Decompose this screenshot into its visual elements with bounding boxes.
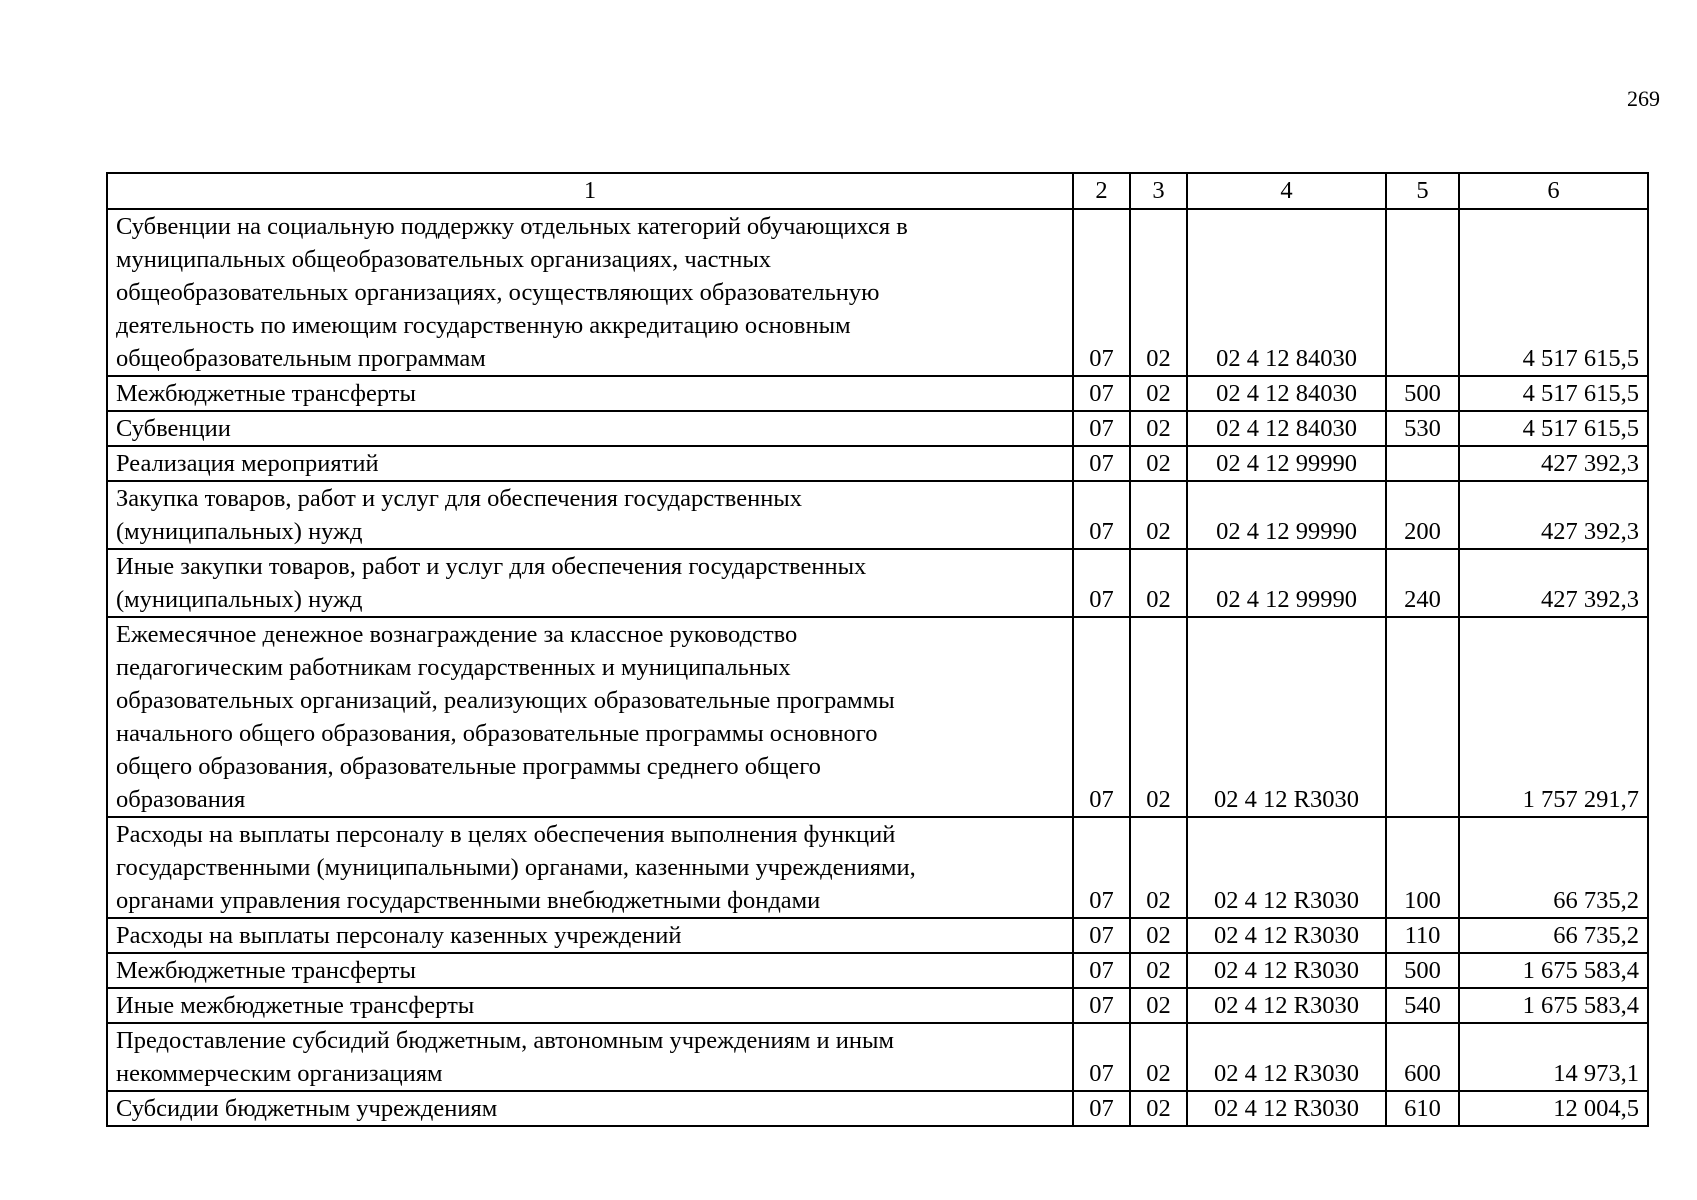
section-code: 07 xyxy=(1073,1091,1130,1126)
row-description xyxy=(107,209,1073,376)
description-line: (муниципальных) нужд xyxy=(116,586,363,613)
description-line: Субсидии бюджетным учреждениям xyxy=(116,1095,498,1122)
description-line: Субвенции на социальную поддержку отдельных категорий обучающихся в xyxy=(116,213,908,240)
column-header-subsection: 3 xyxy=(1130,173,1187,209)
table-row xyxy=(107,1023,1648,1091)
target-article-code: 02 4 12 R3030 xyxy=(1187,1023,1386,1091)
amount-value: 427 392,3 xyxy=(1459,446,1648,481)
section-code: 07 xyxy=(1073,817,1130,918)
amount-value: 4 517 615,5 xyxy=(1459,376,1648,411)
row-description xyxy=(107,617,1073,817)
target-article-code: 02 4 12 R3030 xyxy=(1187,988,1386,1023)
description-line: органами управления государственными внебюджетными фондами xyxy=(116,887,821,914)
amount-value: 4 517 615,5 xyxy=(1459,411,1648,446)
column-header-description: 1 xyxy=(107,173,1073,209)
expense-type-code: 500 xyxy=(1386,376,1459,411)
row-description xyxy=(107,549,1073,617)
row-description xyxy=(107,1091,1073,1126)
target-article-code: 02 4 12 99990 xyxy=(1187,446,1386,481)
table-row xyxy=(107,411,1648,446)
table-row xyxy=(107,481,1648,549)
expense-type-code xyxy=(1386,446,1459,481)
section-code: 07 xyxy=(1073,617,1130,817)
column-header-amount: 6 xyxy=(1459,173,1648,209)
description-line: Иные закупки товаров, работ и услуг для обеспечения государственных xyxy=(116,553,867,580)
amount-value: 1 675 583,4 xyxy=(1459,988,1648,1023)
amount-value: 1 675 583,4 xyxy=(1459,953,1648,988)
description-line: Ежемесячное денежное вознаграждение за классное руководство xyxy=(116,621,798,648)
table-row xyxy=(107,953,1648,988)
description-line: государственными (муниципальными) органами, казенными учреждениями, xyxy=(116,854,916,881)
table-row xyxy=(107,549,1648,617)
section-code: 07 xyxy=(1073,446,1130,481)
subsection-code: 02 xyxy=(1130,481,1187,549)
subsection-code: 02 xyxy=(1130,918,1187,953)
section-code: 07 xyxy=(1073,376,1130,411)
description-line: некоммерческим организациям xyxy=(116,1060,443,1087)
expense-type-code: 200 xyxy=(1386,481,1459,549)
target-article-code: 02 4 12 84030 xyxy=(1187,376,1386,411)
amount-value: 12 004,5 xyxy=(1459,1091,1648,1126)
description-line: Предоставление субсидий бюджетным, автономным учреждениям и иным xyxy=(116,1027,894,1054)
description-line: начального общего образования, образовательные программы основного xyxy=(116,720,878,747)
table-row xyxy=(107,988,1648,1023)
section-code: 07 xyxy=(1073,549,1130,617)
table-row xyxy=(107,1091,1648,1126)
row-description xyxy=(107,446,1073,481)
amount-value: 427 392,3 xyxy=(1459,481,1648,549)
section-code: 07 xyxy=(1073,918,1130,953)
description-line: Субвенции xyxy=(116,415,231,442)
page-number: 269 xyxy=(1627,86,1660,111)
description-line: образовательных организаций, реализующих образовательные программы xyxy=(116,687,895,714)
amount-value: 427 392,3 xyxy=(1459,549,1648,617)
amount-value: 66 735,2 xyxy=(1459,817,1648,918)
target-article-code: 02 4 12 R3030 xyxy=(1187,617,1386,817)
table-header-row xyxy=(107,173,1648,209)
description-line: деятельность по имеющим государственную аккредитацию основным xyxy=(116,312,851,339)
budget-table xyxy=(106,172,1649,1127)
table-row xyxy=(107,817,1648,918)
description-line: общеобразовательных организациях, осуществляющих образовательную xyxy=(116,279,880,306)
amount-value: 1 757 291,7 xyxy=(1459,617,1648,817)
table-row xyxy=(107,446,1648,481)
description-line: Закупка товаров, работ и услуг для обеспечения государственных xyxy=(116,485,803,512)
target-article-code: 02 4 12 R3030 xyxy=(1187,1091,1386,1126)
description-line: Расходы на выплаты персоналу казенных учреждений xyxy=(116,922,682,949)
target-article-code: 02 4 12 R3030 xyxy=(1187,817,1386,918)
expense-type-code xyxy=(1386,617,1459,817)
description-line: общеобразовательным программам xyxy=(116,345,486,372)
table-row xyxy=(107,617,1648,817)
target-article-code: 02 4 12 84030 xyxy=(1187,411,1386,446)
table-row xyxy=(107,376,1648,411)
description-line: общего образования, образовательные программы среднего общего xyxy=(116,753,821,780)
row-description xyxy=(107,481,1073,549)
expense-type-code: 110 xyxy=(1386,918,1459,953)
expense-type-code: 540 xyxy=(1386,988,1459,1023)
row-description xyxy=(107,988,1073,1023)
section-code: 07 xyxy=(1073,953,1130,988)
subsection-code: 02 xyxy=(1130,411,1187,446)
target-article-code: 02 4 12 99990 xyxy=(1187,549,1386,617)
subsection-code: 02 xyxy=(1130,1091,1187,1126)
column-header-section: 2 xyxy=(1073,173,1130,209)
description-line: Расходы на выплаты персоналу в целях обеспечения выполнения функций xyxy=(116,821,896,848)
subsection-code: 02 xyxy=(1130,988,1187,1023)
description-line: Иные межбюджетные трансферты xyxy=(116,992,475,1019)
column-header-target-article: 4 xyxy=(1187,173,1386,209)
target-article-code: 02 4 12 R3030 xyxy=(1187,918,1386,953)
section-code: 07 xyxy=(1073,209,1130,376)
target-article-code: 02 4 12 99990 xyxy=(1187,481,1386,549)
subsection-code: 02 xyxy=(1130,817,1187,918)
table-row xyxy=(107,918,1648,953)
subsection-code: 02 xyxy=(1130,1023,1187,1091)
column-header-expense-type: 5 xyxy=(1386,173,1459,209)
expense-type-code: 240 xyxy=(1386,549,1459,617)
subsection-code: 02 xyxy=(1130,446,1187,481)
subsection-code: 02 xyxy=(1130,209,1187,376)
subsection-code: 02 xyxy=(1130,617,1187,817)
target-article-code: 02 4 12 R3030 xyxy=(1187,953,1386,988)
row-description xyxy=(107,953,1073,988)
expense-type-code: 600 xyxy=(1386,1023,1459,1091)
subsection-code: 02 xyxy=(1130,376,1187,411)
section-code: 07 xyxy=(1073,988,1130,1023)
amount-value: 14 973,1 xyxy=(1459,1023,1648,1091)
expense-type-code: 100 xyxy=(1386,817,1459,918)
expense-type-code: 500 xyxy=(1386,953,1459,988)
amount-value: 66 735,2 xyxy=(1459,918,1648,953)
description-line: (муниципальных) нужд xyxy=(116,518,363,545)
target-article-code: 02 4 12 84030 xyxy=(1187,209,1386,376)
row-description xyxy=(107,817,1073,918)
row-description xyxy=(107,918,1073,953)
row-description xyxy=(107,376,1073,411)
row-description xyxy=(107,1023,1073,1091)
description-line: образования xyxy=(116,786,246,813)
table-row xyxy=(107,209,1648,376)
section-code: 07 xyxy=(1073,481,1130,549)
expense-type-code: 530 xyxy=(1386,411,1459,446)
expense-type-code: 610 xyxy=(1386,1091,1459,1126)
row-description xyxy=(107,411,1073,446)
subsection-code: 02 xyxy=(1130,953,1187,988)
description-line: Межбюджетные трансферты xyxy=(116,957,416,984)
section-code: 07 xyxy=(1073,1023,1130,1091)
amount-value: 4 517 615,5 xyxy=(1459,209,1648,376)
subsection-code: 02 xyxy=(1130,549,1187,617)
description-line: педагогическим работникам государственных и муниципальных xyxy=(116,654,791,681)
description-line: Межбюджетные трансферты xyxy=(116,380,416,407)
expense-type-code xyxy=(1386,209,1459,376)
section-code: 07 xyxy=(1073,411,1130,446)
description-line: муниципальных общеобразовательных организациях, частных xyxy=(116,246,772,273)
description-line: Реализация мероприятий xyxy=(116,450,379,477)
